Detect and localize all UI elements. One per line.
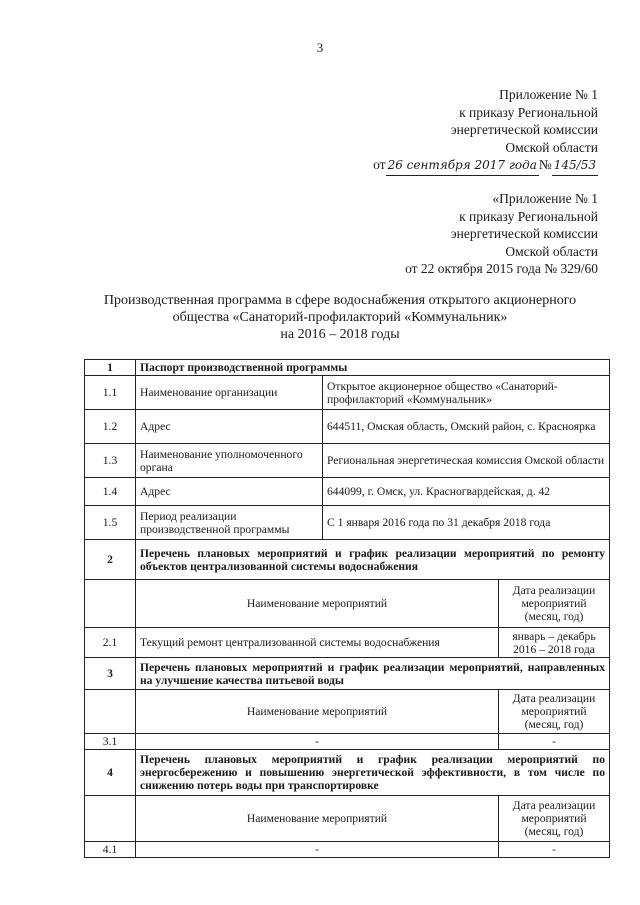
page-number: 3 bbox=[316, 40, 324, 55]
prior-appendix-date: от 22 октября 2015 года № 329/60 bbox=[405, 261, 598, 276]
appendix-line: к приказу Региональной bbox=[459, 104, 598, 120]
row-value: Региональная энергетическая комиссия Омской области bbox=[323, 444, 610, 478]
row-label: Адрес bbox=[136, 410, 323, 444]
table-row bbox=[85, 410, 610, 444]
row-number: 1.2 bbox=[85, 410, 136, 444]
passport-heading-row bbox=[85, 360, 610, 376]
prior-appendix-line: Омской области bbox=[505, 243, 598, 259]
col-date-header: Дата реализации мероприятий (месяц, год) bbox=[499, 690, 610, 734]
row-number: 1.5 bbox=[85, 506, 136, 540]
row-number: 1.4 bbox=[85, 478, 136, 506]
row-label: Наименование организации bbox=[136, 376, 323, 410]
section-number: 2 bbox=[85, 540, 136, 580]
row-value: С 1 января 2016 года по 31 декабря 2018 года bbox=[323, 506, 610, 540]
section-heading-row bbox=[85, 750, 610, 796]
table-row bbox=[85, 842, 610, 858]
row-value: 644099, г. Омск, ул. Красногвардейская, д. 42 bbox=[323, 478, 610, 506]
row-number: 1.3 bbox=[85, 444, 136, 478]
section-heading: Перечень плановых мероприятий и график реализации мероприятий по энергосбережению и повышению энергетической эффективности, в том числе по снижению потерь воды при транспортировке bbox=[136, 750, 610, 796]
section-number: 1 bbox=[85, 360, 136, 376]
number-prefix: № bbox=[538, 157, 552, 172]
row-label: Наименование уполномоченного органа bbox=[136, 444, 323, 478]
appendix-title: Приложение № 1 bbox=[499, 87, 598, 102]
measure-date: - bbox=[499, 842, 610, 858]
col-date-header: Дата реализации мероприятий (месяц, год) bbox=[499, 580, 610, 628]
program-table bbox=[84, 359, 610, 858]
section-heading-row bbox=[85, 658, 610, 690]
section-heading: Паспорт производственной программы bbox=[136, 360, 610, 376]
table-row bbox=[85, 628, 610, 658]
column-header-row bbox=[85, 580, 610, 628]
row-value: 644511, Омская область, Омский район, с. Красноярка bbox=[323, 410, 610, 444]
appendix-line: Омской области bbox=[505, 139, 598, 155]
table-row bbox=[85, 444, 610, 478]
col-measures-header: Наименование мероприятий bbox=[136, 580, 499, 628]
measure-date: январь – декабрь 2016 – 2018 года bbox=[499, 628, 610, 658]
table-row bbox=[85, 734, 610, 750]
column-header-row bbox=[85, 796, 610, 842]
row-number: 3.1 bbox=[85, 734, 136, 750]
prior-appendix-title: «Приложение № 1 bbox=[492, 191, 598, 206]
row-number: 2.1 bbox=[85, 628, 136, 658]
section-heading-row bbox=[85, 540, 610, 580]
title-line: на 2016 – 2018 годы bbox=[280, 327, 400, 342]
table-row bbox=[85, 506, 610, 540]
prior-appendix bbox=[405, 190, 598, 278]
document-title bbox=[60, 292, 620, 343]
empty-cell bbox=[85, 580, 136, 628]
date-prefix: от bbox=[373, 157, 386, 172]
measure-date: - bbox=[499, 734, 610, 750]
appendix-date-line bbox=[373, 156, 598, 176]
section-number: 3 bbox=[85, 658, 136, 690]
table-row bbox=[85, 376, 610, 410]
measure-name: - bbox=[136, 842, 499, 858]
row-label: Адрес bbox=[136, 478, 323, 506]
row-value: Открытое акционерное общество «Санаторий-профилакторий «Коммунальник» bbox=[323, 376, 610, 410]
measure-name: Текущий ремонт централизованной системы водоснабжения bbox=[136, 628, 499, 658]
prior-appendix-line: к приказу Региональной bbox=[459, 208, 598, 224]
empty-cell bbox=[85, 796, 136, 842]
column-header-row bbox=[85, 690, 610, 734]
empty-cell bbox=[85, 690, 136, 734]
row-label: Период реализации производственной программы bbox=[136, 506, 323, 540]
title-line: общества «Санаторий-профилакторий «Коммунальник» bbox=[172, 310, 508, 325]
col-date-header: Дата реализации мероприятий (месяц, год) bbox=[499, 796, 610, 842]
row-number: 4.1 bbox=[85, 842, 136, 858]
measure-name: - bbox=[136, 734, 499, 750]
section-number: 4 bbox=[85, 750, 136, 796]
table-row bbox=[85, 478, 610, 506]
appendix-header bbox=[373, 86, 598, 176]
row-number: 1.1 bbox=[85, 376, 136, 410]
handwritten-date: 26 сентября 2017 года bbox=[386, 157, 539, 176]
section-heading: Перечень плановых мероприятий и график реализации мероприятий, направленных на улучшение качества питьевой воды bbox=[136, 658, 610, 690]
col-measures-header: Наименование мероприятий bbox=[136, 690, 499, 734]
handwritten-number: 145/53 bbox=[552, 157, 598, 176]
prior-appendix-line: энергетической комиссии bbox=[450, 226, 598, 241]
appendix-line: энергетической комиссии bbox=[450, 122, 598, 137]
title-line: Производственная программа в сфере водоснабжения открытого акционерного bbox=[103, 293, 577, 308]
section-heading: Перечень плановых мероприятий и график реализации мероприятий по ремонту объектов централизованной системы водоснабжения bbox=[136, 540, 610, 580]
col-measures-header: Наименование мероприятий bbox=[136, 796, 499, 842]
